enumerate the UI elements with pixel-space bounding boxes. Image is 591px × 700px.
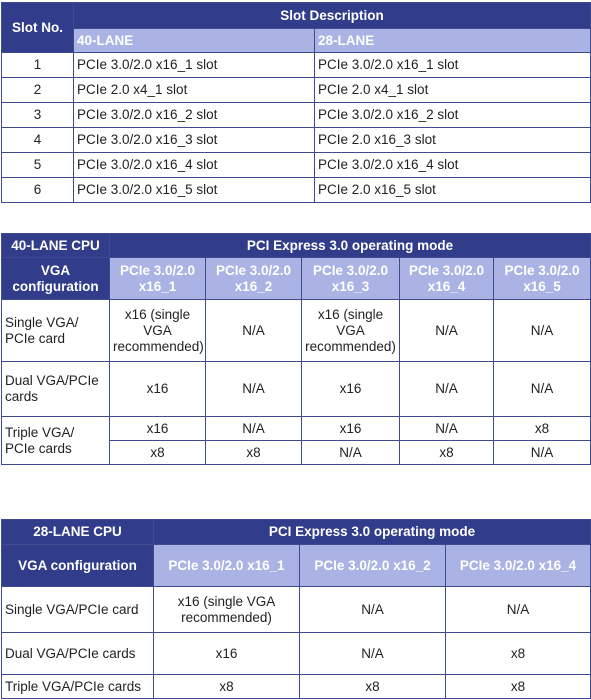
table-row [2,362,591,417]
lane28-slot: PCIe 3.0/2.0 x16_1 slot [315,53,591,78]
table-row [2,103,591,128]
slot-no-header: Slot No. [2,3,74,53]
cell-value: x16 [302,362,400,417]
slot-number: 2 [2,78,74,103]
cell-value: x8 [494,417,591,441]
slot-header: PCIe 3.0/2.0 x16_5 [494,258,591,300]
cell-value: x8 [446,633,591,675]
cell-value: x8 [400,441,494,465]
row-label: Dual VGA/PCIe cards [2,362,110,417]
lane40-slot: PCIe 3.0/2.0 x16_2 slot [74,103,315,128]
slot-header: PCIe 3.0/2.0 x16_2 [300,545,446,587]
row-label: Dual VGA/PCIe cards [2,633,154,675]
cell-value: x8 [154,675,300,699]
vga-config-header: VGA configuration [2,545,154,587]
cpu28-corner: 28-LANE CPU [2,520,154,545]
cell-value: x16 (single VGA recommended) [110,300,206,362]
slot-header: PCIe 3.0/2.0 x16_1 [110,258,206,300]
cell-value: x16 (single VGA recommended) [302,300,400,362]
slot-number: 6 [2,178,74,203]
cpu40-mode-table [1,233,591,465]
slot-number: 5 [2,153,74,178]
cell-value: N/A [302,441,400,465]
cell-value: N/A [206,300,302,362]
cell-value: N/A [400,417,494,441]
lane28-slot: PCIe 3.0/2.0 x16_4 slot [315,153,591,178]
cell-value: x16 (single VGA recommended) [154,587,300,633]
table-row [2,675,591,699]
table-row [2,128,591,153]
cell-value: N/A [446,587,591,633]
cell-value: N/A [206,362,302,417]
cpu28-mode-header: PCI Express 3.0 operating mode [154,520,591,545]
cell-value: N/A [400,300,494,362]
row-label: Single VGA/ PCIe card [2,300,110,362]
cell-value: N/A [494,441,591,465]
cell-value: N/A [300,633,446,675]
slot-header: PCIe 3.0/2.0 x16_2 [206,258,302,300]
slot-header: PCIe 3.0/2.0 x16_1 [154,545,300,587]
slot-header: PCIe 3.0/2.0 x16_4 [446,545,591,587]
lane28-slot: PCIe 2.0 x16_5 slot [315,178,591,203]
cpu28-mode-table [1,519,591,699]
row-label: Single VGA/PCIe card [2,587,154,633]
row-label: Triple VGA/PCIe cards [2,675,154,699]
cell-value: x8 [206,441,302,465]
lane40-slot: PCIe 2.0 x4_1 slot [74,78,315,103]
slot-description-header: Slot Description [74,3,591,29]
table-row [2,300,591,362]
cell-value: N/A [206,417,302,441]
table-row [2,178,591,203]
lane40-slot: PCIe 3.0/2.0 x16_1 slot [74,53,315,78]
slot-number: 4 [2,128,74,153]
cell-value: x8 [446,675,591,699]
cell-value: x16 [110,362,206,417]
table-row [2,587,591,633]
lane40-header: 40-LANE [74,29,315,53]
table-row [2,53,591,78]
lane28-slot: PCIe 3.0/2.0 x16_2 slot [315,103,591,128]
cell-value: x16 [302,417,400,441]
cell-value: x16 [110,417,206,441]
table-row [2,78,591,103]
cell-value: N/A [494,300,591,362]
slot-number: 3 [2,103,74,128]
slot-header: PCIe 3.0/2.0 x16_3 [302,258,400,300]
slot-header: PCIe 3.0/2.0 x16_4 [400,258,494,300]
lane28-slot: PCIe 2.0 x16_3 slot [315,128,591,153]
table-row [2,417,591,441]
cell-value: N/A [300,587,446,633]
vga-config-header: VGA configuration [2,258,110,300]
lane40-slot: PCIe 3.0/2.0 x16_4 slot [74,153,315,178]
lane40-slot: PCIe 3.0/2.0 x16_3 slot [74,128,315,153]
cell-value: x16 [154,633,300,675]
cpu40-corner: 40-LANE CPU [2,234,110,258]
cpu40-mode-header: PCI Express 3.0 operating mode [110,234,591,258]
row-label: Triple VGA/ PCIe cards [2,417,110,465]
slot-description-table [1,2,591,203]
table-row [2,633,591,675]
cell-value: N/A [494,362,591,417]
cell-value: N/A [400,362,494,417]
cell-value: x8 [300,675,446,699]
slot-number: 1 [2,53,74,78]
cell-value: x8 [110,441,206,465]
table-row [2,153,591,178]
lane40-slot: PCIe 3.0/2.0 x16_5 slot [74,178,315,203]
lane28-slot: PCIe 2.0 x4_1 slot [315,78,591,103]
lane28-header: 28-LANE [315,29,591,53]
